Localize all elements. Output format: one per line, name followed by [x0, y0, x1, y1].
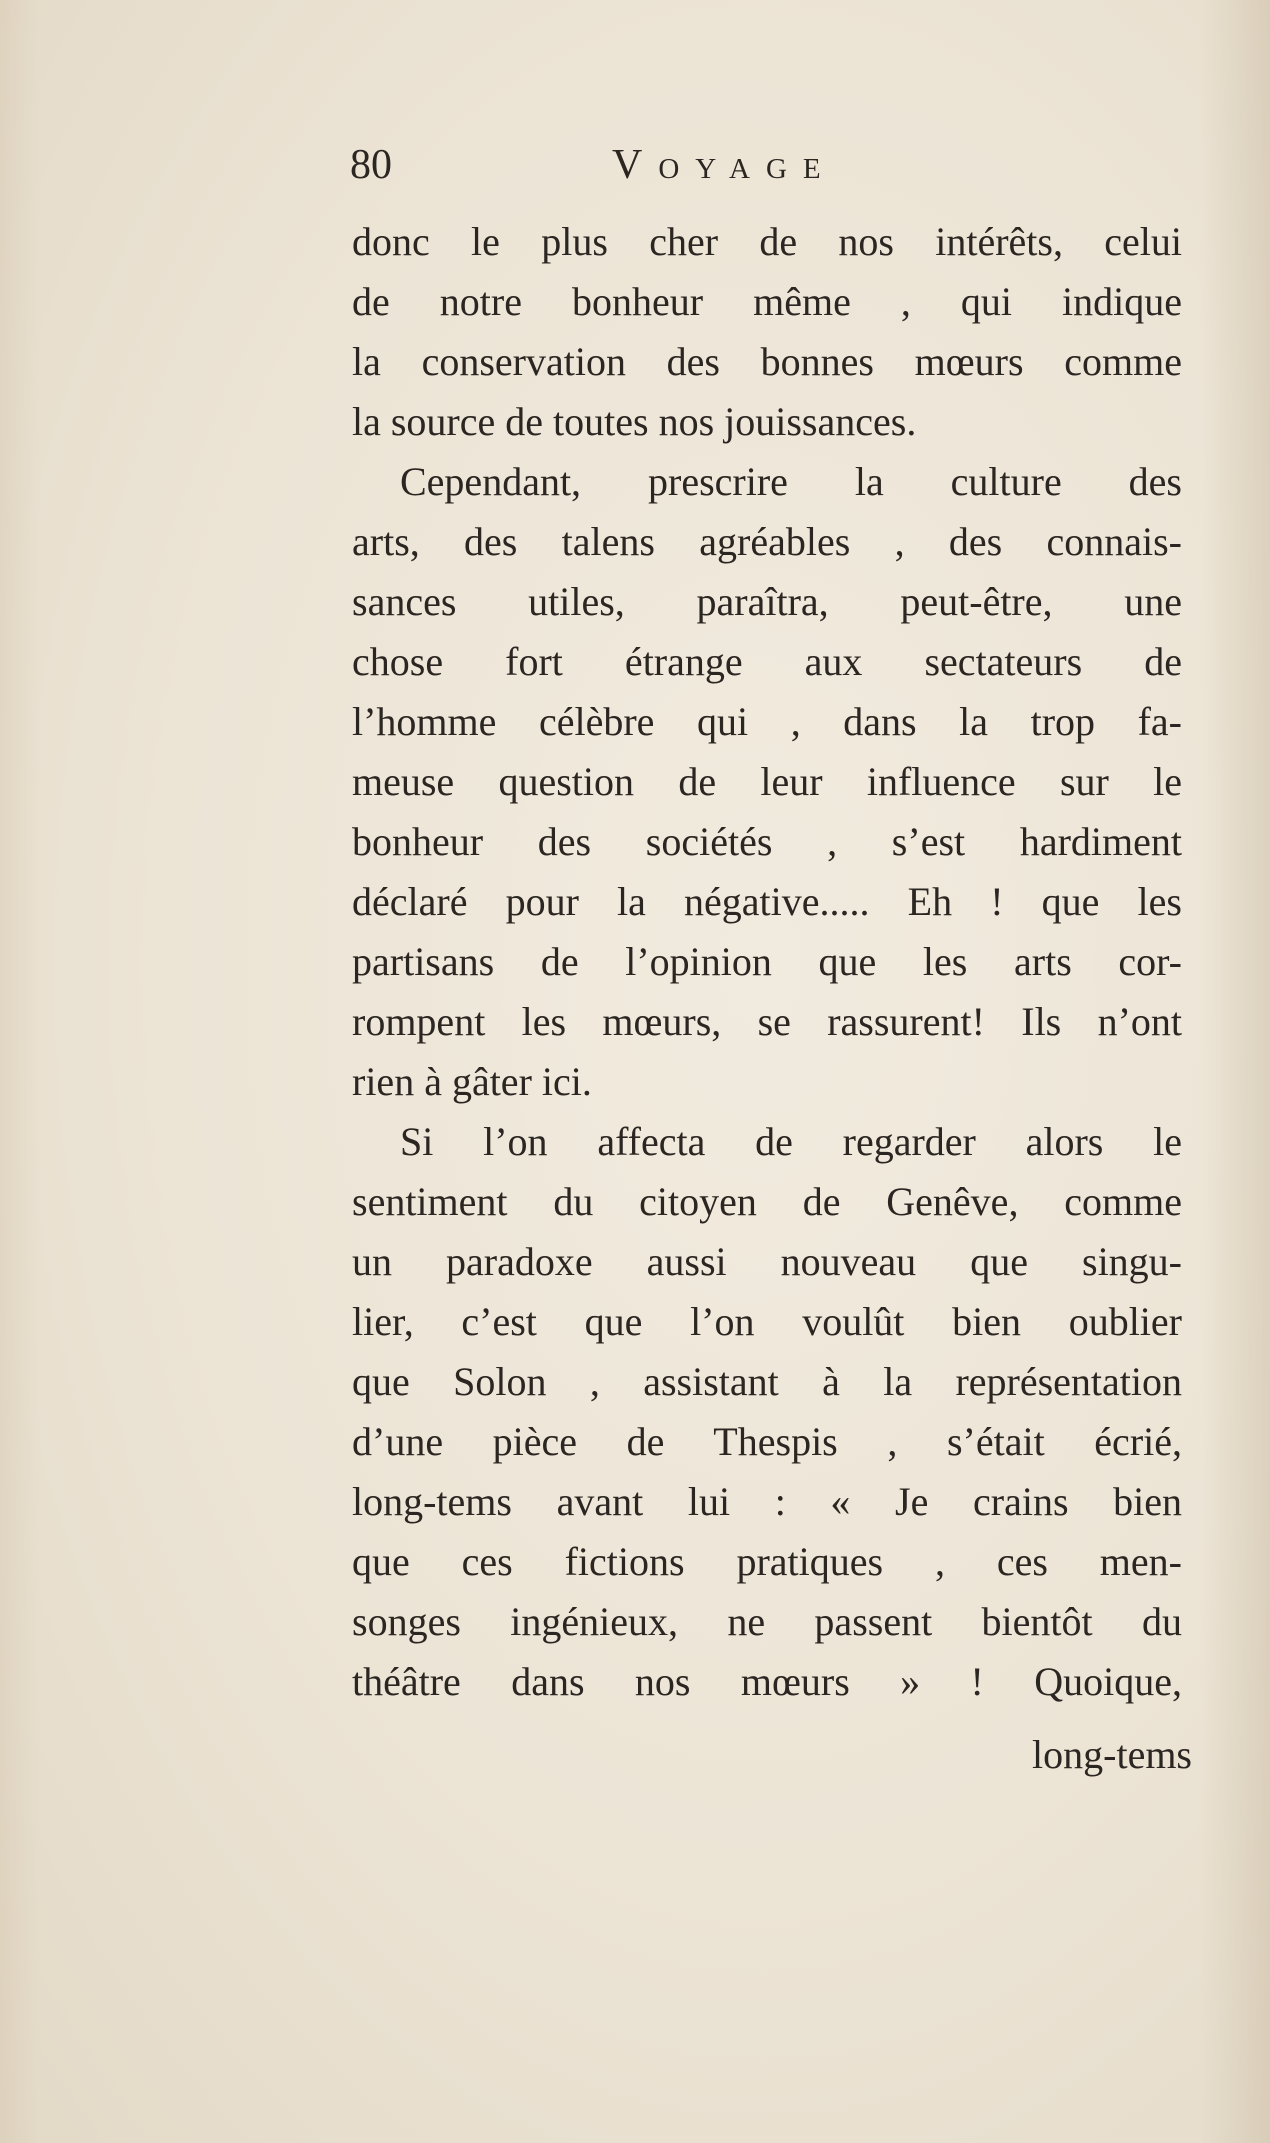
- catchword: long-tems: [1032, 1732, 1192, 1777]
- text-line: rien à gâter ici.: [352, 1059, 592, 1104]
- text-line: lier, c’est que l’on voulût bien oublier: [352, 1299, 1182, 1344]
- text-line: bonheur des sociétés , s’est hardiment: [352, 819, 1182, 864]
- text-line: la conservation des bonnes mœurs comme: [352, 339, 1182, 384]
- text-line: théâtre dans nos mœurs » ! Quoique,: [352, 1659, 1182, 1704]
- body-text: [352, 212, 1182, 1712]
- text-line: que Solon , assistant à la représentation: [352, 1359, 1182, 1404]
- text-line: sentiment du citoyen de Genêve, comme: [352, 1179, 1182, 1224]
- text-line: d’une pièce de Thespis , s’était écrié,: [352, 1419, 1182, 1464]
- text-line: long-tems avant lui : « Je crains bien: [352, 1479, 1182, 1524]
- text-line: que ces fictions pratiques , ces men-: [352, 1539, 1182, 1584]
- page-edge-shadow: [1200, 0, 1270, 2143]
- text-line: sances utiles, paraîtra, peut-être, une: [352, 579, 1182, 624]
- running-head: Voyage: [612, 142, 837, 188]
- text-line: de notre bonheur même , qui indique: [352, 279, 1182, 324]
- text-line: meuse question de leur influence sur le: [352, 759, 1182, 804]
- text-line: songes ingénieux, ne passent bientôt du: [352, 1599, 1182, 1644]
- text-line: un paradoxe aussi nouveau que singu-: [352, 1239, 1182, 1284]
- text-line: donc le plus cher de nos intérêts, celui: [352, 219, 1182, 264]
- text-line: la source de toutes nos jouissances.: [352, 399, 917, 444]
- text-line: déclaré pour la négative..... Eh ! que les: [352, 879, 1182, 924]
- text-line: Cependant, prescrire la culture des: [400, 459, 1182, 504]
- page-header: [350, 140, 1190, 190]
- text-line: chose fort étrange aux sectateurs de: [352, 639, 1182, 684]
- text-line: l’homme célèbre qui , dans la trop fa-: [352, 699, 1182, 744]
- page-gutter-shadow: [0, 0, 40, 2143]
- text-line: Si l’on affecta de regarder alors le: [400, 1119, 1182, 1164]
- text-line: rompent les mœurs, se rassurent! Ils n’ont: [352, 999, 1182, 1044]
- page-number: 80: [350, 142, 392, 188]
- text-line: arts, des talens agréables , des connais-: [352, 519, 1182, 564]
- text-line: partisans de l’opinion que les arts cor-: [352, 939, 1182, 984]
